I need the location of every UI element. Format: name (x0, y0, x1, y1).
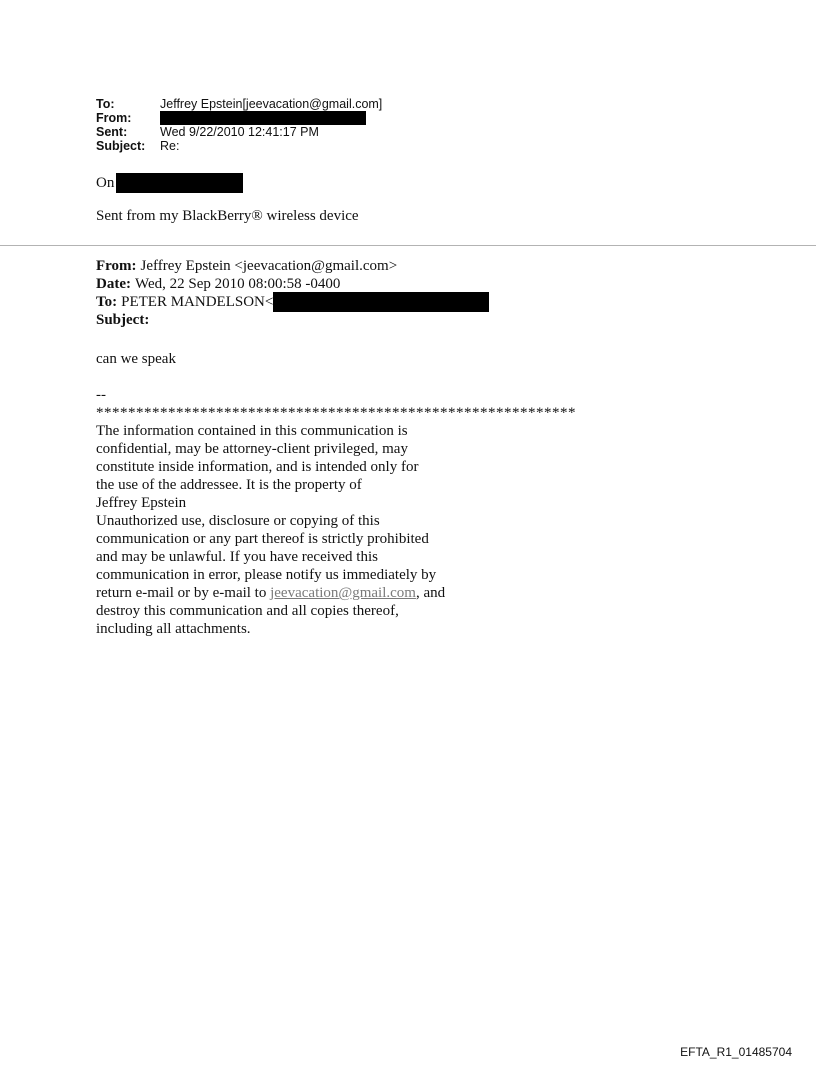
to-label: To: (96, 97, 115, 111)
header-sent-row (96, 125, 382, 139)
header-subject-row (96, 139, 382, 153)
reply-on-line (96, 173, 243, 193)
redaction-box (116, 173, 243, 193)
signature-stars: ************************************************************ (96, 405, 576, 421)
sent-from-line: Sent from my BlackBerry® wireless device (96, 208, 359, 224)
disclaimer-line: the use of the addressee. It is the property of (96, 477, 362, 493)
quoted-from-label: From: (96, 258, 137, 274)
quoted-from-value: Jeffrey Epstein <jeevacation@gmail.com> (140, 258, 398, 274)
quoted-date-label: Date: (96, 276, 131, 292)
disclaimer-line: Jeffrey Epstein (96, 495, 187, 511)
redaction-box (160, 111, 366, 125)
return-prefix: return e-mail or by e-mail to (96, 585, 271, 601)
quoted-to-row (96, 293, 489, 311)
disclaimer-line: destroy this communication and all copies thereof, (96, 603, 399, 619)
return-suffix: , and (415, 585, 446, 601)
disclaimer-line: including all attachments. (96, 621, 251, 637)
to-value: Jeffrey Epstein[jeevacation@gmail.com] (160, 97, 383, 111)
header-to-row (96, 97, 382, 111)
divider (0, 245, 816, 246)
disclaimer-line: constitute inside information, and is intended only for (96, 459, 419, 475)
quoted-subject-label: Subject: (96, 312, 150, 328)
disclaimer-line: and may be unlawful. If you have received this (96, 549, 378, 565)
disclaimer-line: communication or any part thereof is strictly prohibited (96, 531, 429, 547)
subject-value: Re: (160, 139, 180, 153)
sent-label: Sent: (96, 125, 128, 139)
disclaimer-line: The information contained in this communication is (96, 423, 408, 439)
disclaimer-line: communication in error, please notify us immediately by (96, 567, 437, 583)
disclaimer-line: Unauthorized use, disclosure or copying of this (96, 513, 380, 529)
signature-block (96, 386, 576, 638)
document-id: EFTA_R1_01485704 (680, 1045, 792, 1059)
sent-value: Wed 9/22/2010 12:41:17 PM (160, 125, 319, 139)
signature-dashes: -- (96, 387, 106, 403)
disclaimer (96, 422, 516, 638)
quoted-date-row (96, 275, 489, 293)
quoted-to-value: PETER MANDELSON< (121, 294, 274, 310)
on-prefix: On (96, 175, 115, 191)
quoted-subject-row (96, 311, 489, 329)
message-body: can we speak (96, 351, 176, 367)
quoted-from-row (96, 257, 489, 275)
subject-label: Subject: (96, 139, 146, 153)
quoted-message-header (96, 257, 489, 329)
quoted-date-value: Wed, 22 Sep 2010 08:00:58 -0400 (134, 276, 341, 292)
header-from-row (96, 111, 382, 125)
from-label: From: (96, 111, 132, 125)
disclaimer-line: confidential, may be attorney-client privileged, may (96, 441, 408, 457)
email-header (96, 97, 382, 153)
email-link[interactable]: jeevacation@gmail.com (270, 585, 416, 601)
disclaimer-line (96, 584, 516, 602)
redaction-box (273, 292, 489, 312)
quoted-to-label: To: (96, 294, 118, 310)
